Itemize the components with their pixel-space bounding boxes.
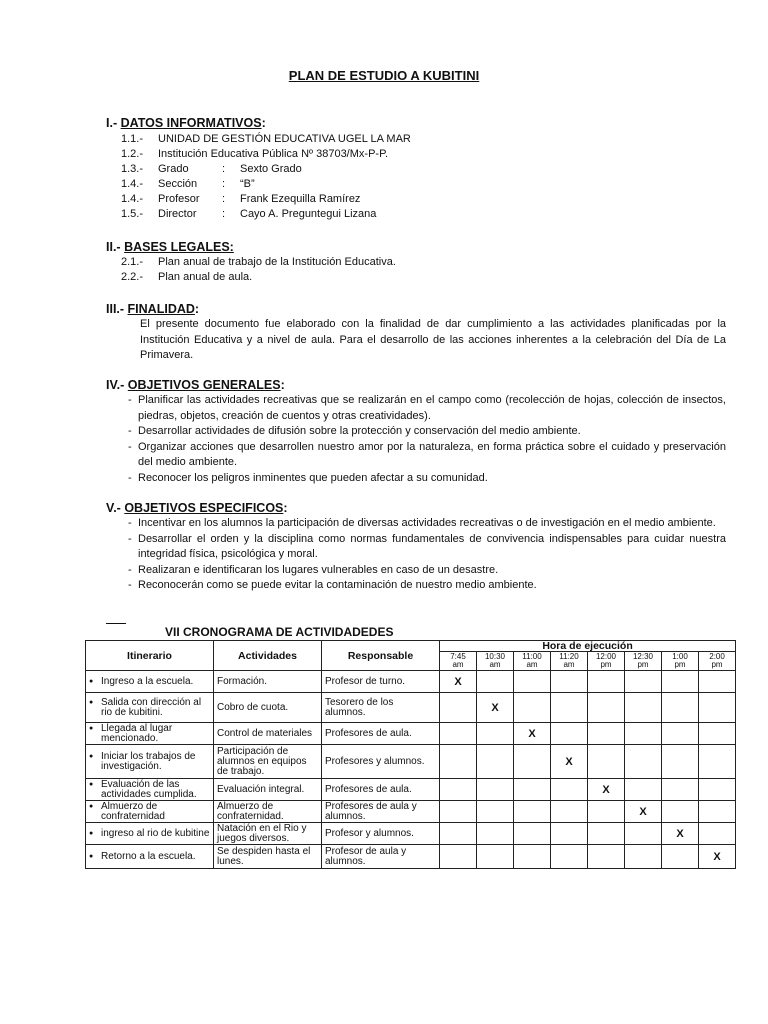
table-row — [86, 823, 736, 845]
schedule-cell — [514, 801, 551, 823]
schedule-mark: X — [588, 779, 625, 801]
itinerario-cell — [86, 801, 214, 823]
actividad-cell: Evaluación integral. — [214, 779, 322, 801]
info-line — [121, 193, 360, 205]
time-period: pm — [674, 660, 686, 669]
schedule-cell — [588, 801, 625, 823]
itinerario-text: ingreso al rio de kubitine — [101, 827, 210, 839]
actividad-cell: Almuerzo de confraternidad. — [214, 801, 322, 823]
schedule-mark: X — [625, 801, 662, 823]
table-row — [86, 723, 736, 745]
item-text: Plan anual de aula. — [158, 271, 253, 283]
section-objetivos-generales-heading — [106, 378, 285, 392]
schedule-mark: X — [699, 845, 736, 869]
schedule-cell — [477, 845, 514, 869]
schedule-cell — [551, 779, 588, 801]
time-slot-header — [588, 652, 625, 671]
time-slot-header — [514, 652, 551, 671]
itinerario-text: Evaluación de las actividades cumplida. — [101, 778, 197, 800]
item-number: 2.2.- — [121, 271, 144, 283]
table-row — [86, 779, 736, 801]
schedule-cell — [440, 801, 477, 823]
schedule-cell — [514, 779, 551, 801]
time-slot-header — [477, 652, 514, 671]
time-slot-header — [662, 652, 699, 671]
schedule-cell — [514, 671, 551, 693]
time-period: am — [452, 660, 464, 669]
schedule-cell — [625, 671, 662, 693]
actividad-cell: Control de materiales — [214, 723, 322, 745]
schedule-cell — [588, 723, 625, 745]
item-number: 1.1.- — [121, 133, 144, 145]
schedule-cell — [699, 801, 736, 823]
section-number: IV.- — [106, 378, 125, 392]
schedule-cell — [477, 823, 514, 845]
actividad-cell: Participación de alumnos en equipos de trabajo. — [214, 745, 322, 779]
schedule-cell — [551, 693, 588, 723]
cronograma-body — [86, 671, 736, 869]
itinerario-cell — [86, 823, 214, 845]
actividad-cell: Cobro de cuota. — [214, 693, 322, 723]
schedule-cell — [440, 823, 477, 845]
responsable-cell: Profesor y alumnos. — [322, 823, 440, 845]
section-title: OBJETIVOS ESPECIFICOS — [124, 501, 284, 515]
schedule-cell — [440, 845, 477, 869]
list-item: - Desarrollar el orden y la disciplina como normas fundamentales de convivencia indispensables para cuidar nuestra integridad física, psicológica y moral. — [128, 532, 726, 563]
item-colon: : — [222, 163, 226, 175]
time-slot-header — [440, 652, 477, 671]
item-number: 1.3.- — [121, 163, 144, 175]
list-item: - Reconocerán como se puede evitar la contaminación de nuestro medio ambiente. — [128, 578, 726, 594]
item-number: 1.4.- — [121, 193, 144, 205]
schedule-cell — [477, 801, 514, 823]
bullet-icon: ● — [89, 724, 94, 732]
schedule-cell — [588, 745, 625, 779]
table-row — [86, 671, 736, 693]
schedule-cell — [588, 845, 625, 869]
schedule-cell — [625, 845, 662, 869]
item-text: Institución Educativa Pública Nº 38703/Mx-P-P. — [158, 148, 389, 160]
section-title: DATOS INFORMATIVOS — [120, 116, 262, 130]
section-title: OBJETIVOS GENERALES — [127, 378, 281, 392]
item-text: Plan anual de trabajo de la Institución Educativa. — [158, 256, 396, 268]
list-item: - Reconocer los peligros inminentes que pueden afectar a su comunidad. — [128, 471, 726, 487]
schedule-cell — [514, 823, 551, 845]
info-line — [121, 178, 255, 190]
actividad-cell: Se despiden hasta el lunes. — [214, 845, 322, 869]
bullet-icon: ● — [89, 752, 94, 760]
item-value: Frank Ezequilla Ramírez — [240, 193, 361, 205]
schedule-cell — [514, 745, 551, 779]
objetivos-especificos-list — [128, 516, 726, 594]
schedule-cell — [440, 723, 477, 745]
itinerario-text: Iniciar los trabajos de investigación. — [101, 750, 196, 772]
info-line — [121, 208, 376, 220]
schedule-cell — [514, 693, 551, 723]
itinerario-cell — [86, 723, 214, 745]
schedule-cell — [588, 671, 625, 693]
schedule-mark: X — [514, 723, 551, 745]
itinerario-cell — [86, 693, 214, 723]
schedule-cell — [551, 801, 588, 823]
itinerario-cell — [86, 671, 214, 693]
actividad-cell: Formación. — [214, 671, 322, 693]
responsable-cell: Profesores de aula y alumnos. — [322, 801, 440, 823]
schedule-cell — [625, 723, 662, 745]
time-period: am — [526, 660, 538, 669]
section-suffix: : — [280, 378, 285, 392]
time-value: 12:00 — [595, 652, 617, 661]
bullet-icon: ● — [89, 852, 94, 860]
hora-ejecucion-header: Hora de ejecución — [440, 641, 736, 652]
itinerario-text: Almuerzo de confraternidad — [101, 800, 165, 822]
schedule-cell — [699, 745, 736, 779]
schedule-cell — [440, 745, 477, 779]
item-number: 1.2.- — [121, 148, 144, 160]
schedule-cell — [440, 693, 477, 723]
item-number: 1.4.- — [121, 178, 144, 190]
section-suffix: : — [261, 116, 266, 130]
item-colon: : — [222, 208, 226, 220]
itinerario-text: Llegada al lugar mencionado. — [101, 722, 173, 744]
item-colon: : — [222, 178, 226, 190]
time-value: 1:00 — [672, 652, 688, 661]
itinerario-cell — [86, 779, 214, 801]
time-period: pm — [637, 660, 649, 669]
schedule-cell — [662, 801, 699, 823]
section-suffix: : — [283, 501, 288, 515]
section-number: II.- — [106, 240, 121, 254]
info-line — [121, 148, 388, 160]
item-colon: : — [222, 193, 226, 205]
section-number: V.- — [106, 501, 121, 515]
schedule-cell — [699, 779, 736, 801]
actividad-cell: Natación en el Rio y juegos diversos. — [214, 823, 322, 845]
legal-line — [121, 256, 396, 268]
table-row — [86, 801, 736, 823]
section-number: III.- — [106, 302, 125, 316]
schedule-cell — [699, 693, 736, 723]
responsable-cell: Profesor de turno. — [322, 671, 440, 693]
item-label: Profesor — [158, 193, 200, 205]
time-period: am — [489, 660, 501, 669]
responsable-cell: Profesores de aula. — [322, 779, 440, 801]
document-title: PLAN DE ESTUDIO A KUBITINI — [288, 68, 480, 83]
schedule-cell — [477, 723, 514, 745]
itinerario-cell — [86, 845, 214, 869]
time-slot-header — [625, 652, 662, 671]
list-item: - Organizar acciones que desarrollen nuestro amor por la naturaleza, en forma práctica sobre el cuidado y preservación del medio ambiente. — [128, 440, 726, 471]
table-row — [86, 845, 736, 869]
bullet-icon: ● — [89, 677, 94, 685]
section-bases-legales-heading — [106, 240, 234, 254]
schedule-mark: X — [477, 693, 514, 723]
actividades-header: Actividades — [214, 641, 322, 671]
bullet-icon: ● — [89, 829, 94, 837]
time-value: 7:45 — [450, 652, 466, 661]
itinerario-text: Ingreso a la escuela. — [101, 675, 194, 687]
time-slot-header — [699, 652, 736, 671]
schedule-cell — [514, 845, 551, 869]
item-value: “B” — [240, 178, 255, 190]
finalidad-paragraph: El presente documento fue elaborado con la finalidad de dar cumplimiento a las actividades planificadas por la Institución Educativa y a nivel de aula. Para el desarrollo de las acciones inherentes a la celebración del Día de La Primavera. — [140, 318, 726, 361]
legal-line — [121, 271, 252, 283]
time-period: pm — [711, 660, 723, 669]
itinerario-text: Salida con dirección al rio de kubitini. — [101, 696, 202, 718]
item-label: Sección — [158, 178, 198, 190]
schedule-cell — [477, 779, 514, 801]
schedule-cell — [551, 723, 588, 745]
responsable-header: Responsable — [322, 641, 440, 671]
item-number: 1.5.- — [121, 208, 144, 220]
schedule-cell — [551, 671, 588, 693]
itinerario-header: Itinerario — [86, 641, 214, 671]
schedule-cell — [588, 823, 625, 845]
bullet-icon: ● — [89, 698, 94, 706]
section-datos-informativos-heading — [106, 116, 266, 130]
section-title: FINALIDAD — [127, 302, 195, 316]
schedule-cell — [625, 779, 662, 801]
list-item: - Desarrollar actividades de difusión sobre la protección y conservación del medio ambiente. — [128, 424, 726, 440]
list-item: - Planificar las actividades recreativas que se realizarán en el campo como (recolección de hojas, colección de insectos, piedras, objetos, creación de cuentos y otras creatividades). — [128, 393, 726, 424]
responsable-cell: Tesorero de los alumnos. — [322, 693, 440, 723]
list-item: - Incentivar en los alumnos la participación de diversas actividades recreativas o de investigación en el medio ambiente. — [128, 516, 726, 532]
time-value: 12:30 — [632, 652, 654, 661]
info-line — [121, 133, 411, 145]
schedule-mark: X — [551, 745, 588, 779]
bullet-icon: ● — [89, 780, 94, 788]
section-title: BASES LEGALES: — [124, 240, 234, 254]
schedule-cell — [625, 745, 662, 779]
schedule-cell — [662, 693, 699, 723]
schedule-cell — [477, 745, 514, 779]
responsable-cell: Profesores de aula. — [322, 723, 440, 745]
schedule-cell — [588, 693, 625, 723]
schedule-cell — [662, 745, 699, 779]
divider — [106, 623, 126, 624]
objetivos-generales-list — [128, 393, 726, 486]
table-row — [86, 693, 736, 723]
itinerario-cell — [86, 745, 214, 779]
cronograma-title: VII CRONOGRAMA DE ACTIVIDADEDES — [165, 625, 394, 639]
time-value: 2:00 — [709, 652, 725, 661]
schedule-cell — [662, 671, 699, 693]
time-value: 10:30 — [484, 652, 506, 661]
cronograma-table — [85, 640, 736, 869]
section-suffix: : — [194, 302, 200, 316]
schedule-mark: X — [662, 823, 699, 845]
section-objetivos-especificos-heading — [106, 501, 288, 515]
schedule-cell — [699, 671, 736, 693]
itinerario-text: Retorno a la escuela. — [101, 850, 196, 862]
item-label: Director — [158, 208, 197, 220]
schedule-cell — [625, 823, 662, 845]
responsable-cell: Profesor de aula y alumnos. — [322, 845, 440, 869]
table-row — [86, 745, 736, 779]
schedule-cell — [551, 845, 588, 869]
schedule-cell — [477, 671, 514, 693]
time-period: pm — [600, 660, 612, 669]
section-finalidad-heading — [106, 302, 199, 316]
schedule-cell — [699, 823, 736, 845]
item-value: Sexto Grado — [240, 163, 302, 175]
schedule-cell — [440, 779, 477, 801]
responsable-cell: Profesores y alumnos. — [322, 745, 440, 779]
schedule-cell — [699, 723, 736, 745]
item-label: Grado — [158, 163, 189, 175]
section-number: I.- — [106, 116, 118, 130]
list-item: - Realizaran e identificaran los lugares vulnerables en caso de un desastre. — [128, 563, 726, 579]
table-header-row — [86, 641, 736, 652]
schedule-cell — [551, 823, 588, 845]
schedule-mark: X — [440, 671, 477, 693]
bullet-icon: ● — [89, 802, 94, 810]
schedule-cell — [662, 779, 699, 801]
item-value: Cayo A. Preguntegui Lizana — [240, 208, 377, 220]
time-slot-header — [551, 652, 588, 671]
schedule-cell — [662, 845, 699, 869]
item-text: UNIDAD DE GESTIÓN EDUCATIVA UGEL LA MAR — [158, 133, 411, 145]
schedule-cell — [625, 693, 662, 723]
time-value: 11:00 — [522, 652, 542, 661]
time-period: am — [563, 660, 575, 669]
info-line — [121, 163, 302, 175]
item-number: 2.1.- — [121, 256, 144, 268]
schedule-cell — [662, 723, 699, 745]
time-value: 11:20 — [559, 652, 579, 661]
